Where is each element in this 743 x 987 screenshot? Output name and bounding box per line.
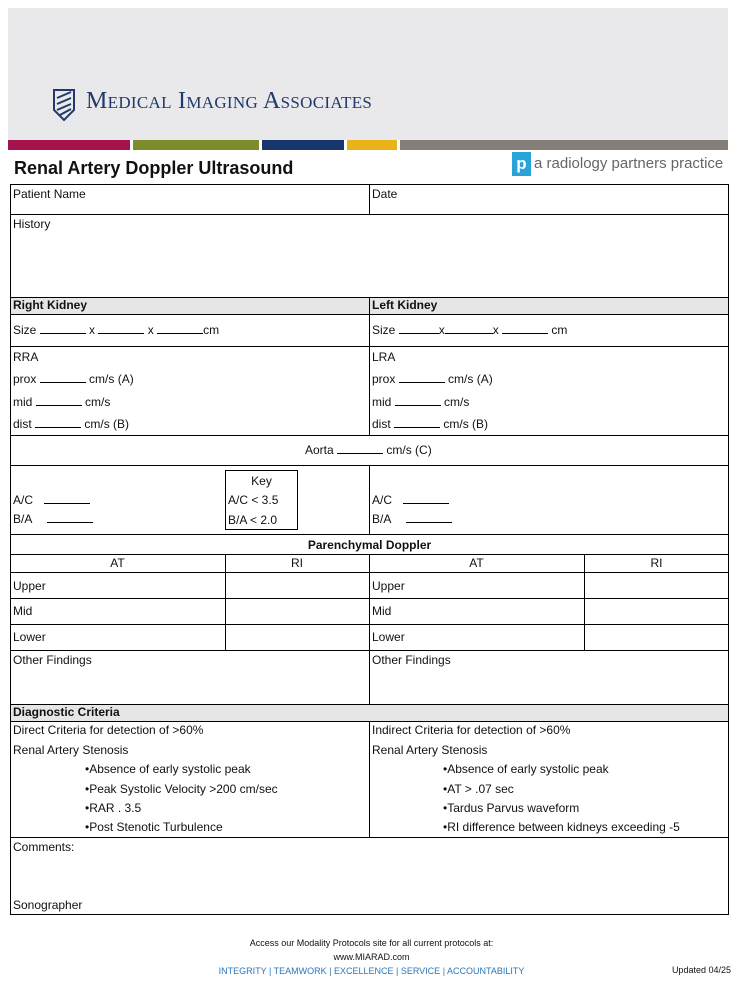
shield-logo-icon: [52, 88, 76, 122]
left-mid-label: Mid: [372, 604, 392, 618]
divider: [369, 554, 370, 705]
left-ri-header: RI: [650, 556, 663, 570]
right-prox-row: prox cm/s (A): [13, 372, 134, 386]
document-title: Renal Artery Doppler Ultrasound: [14, 158, 294, 178]
indirect-criterion: •RI difference between kidneys exceeding -5: [443, 820, 680, 834]
left-size-row: [372, 323, 567, 337]
footer-website: www.MIARAD.com: [333, 952, 410, 962]
right-dist-row: dist cm/s (B): [13, 417, 130, 431]
divider: [369, 184, 370, 215]
right-ba-row: B/A: [13, 512, 93, 526]
partner-logo-icon: p: [512, 152, 531, 176]
right-other-findings-label: Other Findings: [13, 653, 92, 667]
right-at-header: AT: [110, 556, 125, 570]
direct-criteria-sub: Renal Artery Stenosis: [13, 743, 129, 757]
indirect-criterion: •Absence of early systolic peak: [443, 762, 609, 776]
sonographer-label: Sonographer: [13, 898, 83, 912]
right-ri-header: RI: [291, 556, 303, 570]
left-prox-row: prox cm/s (A): [372, 372, 493, 386]
comments-label: Comments:: [13, 840, 75, 854]
right-size-row: [13, 323, 219, 337]
key-ac: A/C < 3.5: [228, 493, 279, 507]
left-artery-label: LRA: [372, 350, 396, 364]
footer-protocols-note: Access our Modality Protocols site for all current protocols at:: [249, 938, 494, 948]
right-size-label: Size: [13, 323, 37, 337]
right-mid-row: mid cm/s: [13, 395, 111, 409]
direct-criterion: •RAR . 3.5: [85, 801, 142, 815]
left-ac-row: A/C: [372, 493, 449, 507]
divider: [369, 465, 370, 535]
right-kidney-heading: Right Kidney: [13, 298, 87, 312]
divider: [369, 721, 370, 838]
left-other-findings-label: Other Findings: [372, 653, 451, 667]
left-ba-row: B/A: [372, 512, 452, 526]
history-label: History: [13, 217, 51, 231]
brand-bar-5: [400, 140, 728, 150]
direct-criterion: •Post Stenotic Turbulence: [85, 820, 223, 834]
direct-criterion: •Peak Systolic Velocity >200 cm/sec: [85, 782, 278, 796]
indirect-criteria-title: Indirect Criteria for detection of >60%: [372, 723, 571, 737]
criteria-heading: Diagnostic Criteria: [13, 705, 120, 719]
key-ba: B/A < 2.0: [228, 513, 278, 527]
left-upper-label: Upper: [372, 579, 405, 593]
right-size-x2: x: [147, 323, 154, 337]
footer-updated: Updated 04/25: [671, 965, 731, 975]
header-banner: [8, 8, 728, 140]
right-mid-label: Mid: [13, 604, 33, 618]
indirect-criterion: •AT > .07 sec: [443, 782, 514, 796]
left-size-label: Size: [372, 323, 396, 337]
indirect-criteria-sub: Renal Artery Stenosis: [372, 743, 488, 757]
brand-bar-2: [133, 140, 259, 150]
right-upper-label: Upper: [13, 579, 46, 593]
right-artery-label: RRA: [13, 350, 39, 364]
partner-tagline: a radiology partners practice: [534, 155, 724, 172]
brand-bar-1: [8, 140, 130, 150]
org-name: Medical Imaging Associates: [86, 88, 373, 114]
left-dist-row: dist cm/s (B): [372, 417, 489, 431]
divider: [369, 297, 370, 436]
parenchymal-heading: Parenchymal Doppler: [307, 538, 432, 552]
left-size-x2: x: [492, 323, 499, 337]
aorta-row: Aorta cm/s (C): [305, 443, 432, 457]
right-size-unit: cm: [203, 323, 220, 337]
direct-criterion: •Absence of early systolic peak: [85, 762, 251, 776]
date-label: Date: [372, 187, 398, 201]
footer-values: INTEGRITY | TEAMWORK | EXCELLENCE | SERVICE | ACCOUNTABILITY: [218, 966, 525, 976]
right-size-x1: x: [89, 323, 96, 337]
left-kidney-heading: Left Kidney: [372, 298, 438, 312]
patient-name-label: Patient Name: [13, 187, 86, 201]
right-lower-label: Lower: [13, 630, 46, 644]
indirect-criterion: •Tardus Parvus waveform: [443, 801, 580, 815]
left-mid-row: mid cm/s: [372, 395, 470, 409]
direct-criteria-title: Direct Criteria for detection of >60%: [13, 723, 204, 737]
left-size-x1: x: [438, 323, 445, 337]
key-title: Key: [251, 474, 272, 488]
brand-bar-3: [262, 140, 344, 150]
left-lower-label: Lower: [372, 630, 405, 644]
left-size-unit: cm: [551, 323, 568, 337]
brand-bar-4: [347, 140, 397, 150]
left-at-header: AT: [469, 556, 484, 570]
right-ac-row: A/C: [13, 493, 90, 507]
